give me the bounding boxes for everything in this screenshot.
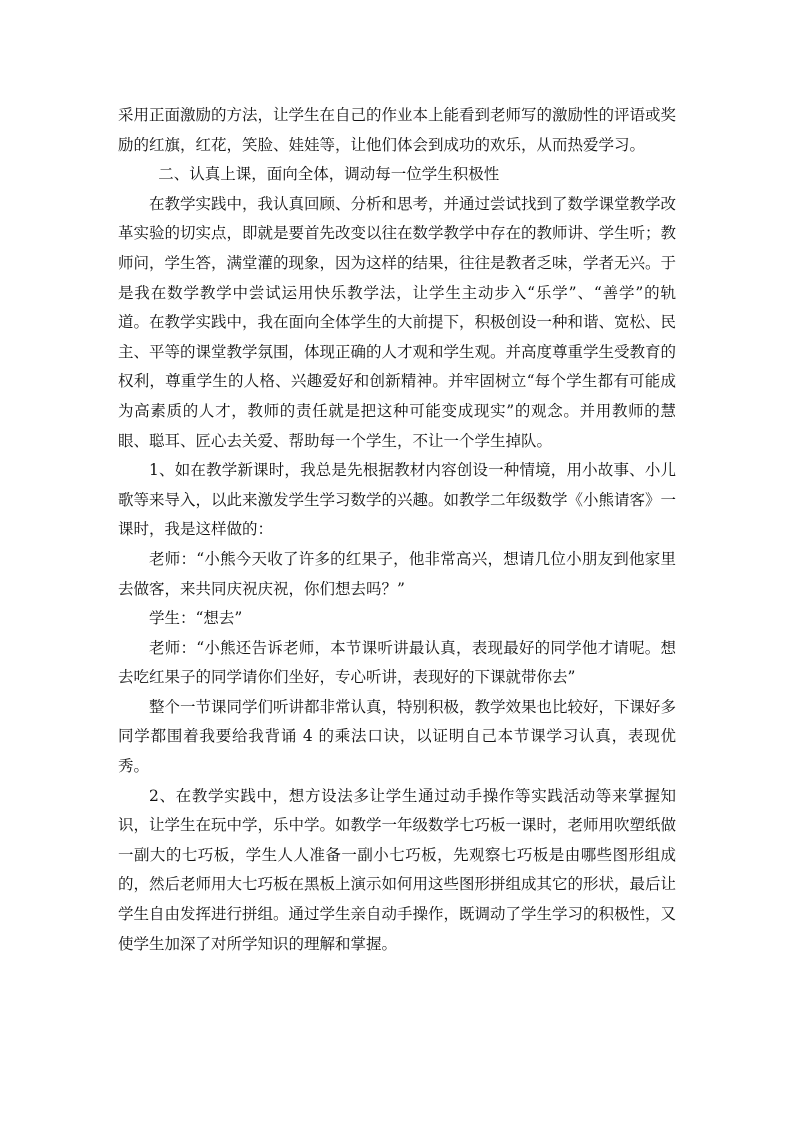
paragraph-point-1: 1、如在教学新课时，我总是先根据教材内容创设一种情境，用小故事、小儿歌等来导入，以此来激发学生学习数学的兴趣。如教学二年级数学《小熊请客》一课时，我是这样做的：: [118, 461, 677, 539]
paragraph-teaching-practice: 在教学实践中，我认真回顾、分析和思考，并通过尝试找到了数学课堂教学改革实验的切实点，即就是要首先改变以往在数学教学中存在的教师讲、学生听；教师问，学生答，满堂灌的现象，因为这样的结果，往往是教者乏味，学者无兴。于是我在数学教学中尝试运用快乐教学法，让学生主动步入“乐学”、“善学”的轨道。在教学实践中，我在面向全体学生的大前提下，积极创设一种和谐、宽松、民主、平等的课堂教学氛围，体现正确的人才观和学生观。并高度尊重学生受教育的权利，尊重学生的人格、兴趣爱好和创新精神。并牢固树立“每个学生都有可能成为高素质的人才，教师的责任就是把这种可能变成现实”的观念。并用教师的慧眼、聪耳、匠心去关爱、帮助每一个学生，不让一个学生掉队。: [118, 194, 677, 450]
dialogue-student: 学生：“想去”: [149, 609, 243, 628]
paragraph-continuation: 采用正面激励的方法，让学生在自己的作业本上能看到老师写的激励性的评语或奖励的红旗，红花，笑脸、娃娃等，让他们体会到成功的欢乐，从而热爱学习。: [118, 106, 677, 154]
section-heading: 二、认真上课，面向全体，调动每一位学生积极性: [158, 165, 500, 184]
paragraph-point-2: 2、在教学实践中，想方设法多让学生通过动手操作等实践活动等来掌握知识，让学生在玩中学，乐中学。如教学一年级数学七巧板一课时，老师用吹塑纸做一副大的七巧板，学生人人准备一副小七巧板，先观察七巧板是由哪些图形组成的，然后老师用大七巧板在黑板上演示如何用这些图形拼组成其它的形状，最后让学生自由发挥进行拼组。通过学生亲自动手操作，既调动了学生学习的积极性，又使学生加深了对所学知识的理解和掌握。: [118, 786, 677, 953]
paragraph-result: 整个一节课同学们听讲都非常认真，特别积极，教学效果也比较好，下课好多同学都围着我要给我背诵 4 的乘法口诀，以证明自己本节课学习认真，表现优秀。: [118, 697, 677, 776]
document-body: [118, 101, 676, 959]
dialogue-teacher-2: 老师：“小熊还告诉老师，本节课听讲最认真，表现最好的同学他才请呢。想去吃红果子的同学请你们坐好，专心听讲，表现好的下课就带你去”: [118, 638, 676, 687]
dialogue-teacher-1: 老师：“小熊今天收了许多的红果子，他非常高兴，想请几位小朋友到他家里去做客，来共同庆祝庆祝，你们想去吗？”: [118, 549, 676, 598]
